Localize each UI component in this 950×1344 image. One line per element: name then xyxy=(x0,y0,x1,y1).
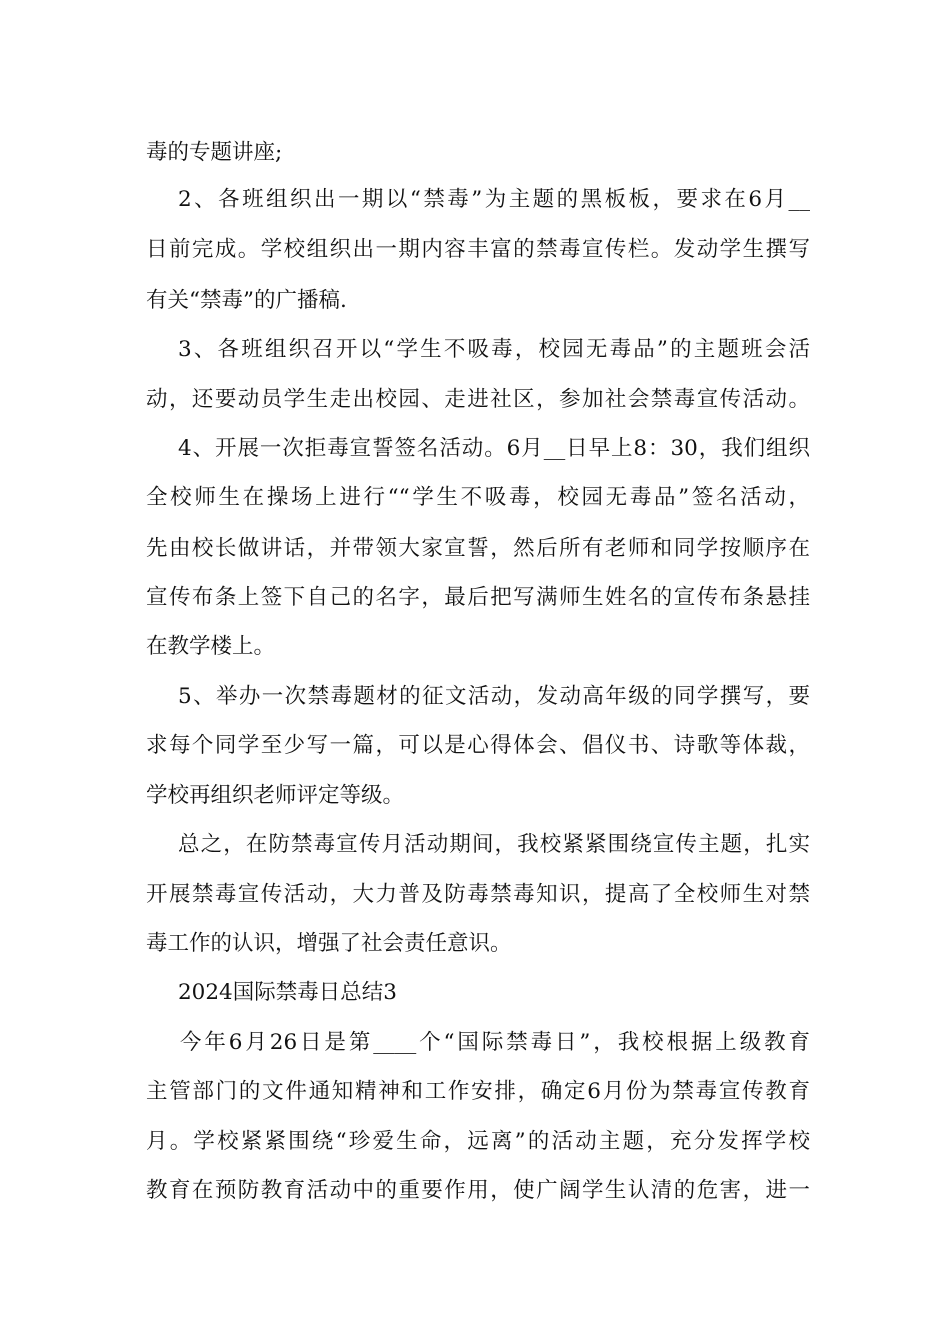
text-line: 学校再组织老师评定等级。 xyxy=(146,783,405,808)
text-line: 月。学校紧紧围绕“珍爱生命，远离”的活动主题，充分发挥学校 xyxy=(146,1129,810,1154)
summary-paragraph-line-1: 总之，在防禁毒宣传月活动期间，我校紧紧围绕宣传主题，扎实 xyxy=(178,832,810,857)
text-line: 在教学楼上。 xyxy=(146,634,276,659)
list-item-5-line-1: 5、举办一次禁毒题材的征文活动，发动高年级的同学撰写，要 xyxy=(178,684,810,709)
text-line: 宣传布条上签下自己的名字，最后把写满师生姓名的宣传布条悬挂 xyxy=(146,585,810,610)
section-heading: 2024国际禁毒日总结3 xyxy=(178,980,397,1005)
text-line: 毒工作的认识，增强了社会责任意识。 xyxy=(146,931,512,956)
list-item-3-line-1: 3、各班组织召开以“学生不吸毒，校园无毒品”的主题班会活 xyxy=(178,337,810,362)
text-line: 教育在预防教育活动中的重要作用，使广阔学生认清的危害，进一 xyxy=(146,1178,810,1203)
text-line: 毒的专题讲座; xyxy=(146,140,283,165)
text-line: 日前完成。学校组织出一期内容丰富的禁毒宣传栏。发动学生撰写 xyxy=(146,237,810,262)
text-line: 先由校长做讲话，并带领大家宣誓，然后所有老师和同学按顺序在 xyxy=(146,536,810,561)
text-line: 求每个同学至少写一篇，可以是心得体会、倡仪书、诗歌等体裁， xyxy=(146,733,810,758)
text-line: 全校师生在操场上进行““学生不吸毒，校园无毒品”签名活动， xyxy=(146,485,810,510)
list-item-2-line-1: 2、各班组织出一期以“禁毒”为主题的黑板板，要求在6月__ xyxy=(178,187,810,212)
text-line: 动，还要动员学生走出校园、走进社区，参加社会禁毒宣传活动。 xyxy=(146,387,810,412)
text-line: 开展禁毒宣传活动，大力普及防毒禁毒知识，提高了全校师生对禁 xyxy=(146,882,810,907)
section-paragraph-line-1: 今年6月26日是第____个“国际禁毒日”，我校根据上级教育 xyxy=(180,1030,810,1055)
text-line: 有关“禁毒”的广播稿. xyxy=(146,288,347,313)
list-item-4-line-1: 4、开展一次拒毒宣誓签名活动。6月__日早上8：30，我们组织 xyxy=(178,436,810,461)
text-line: 主管部门的文件通知精神和工作安排，确定6月份为禁毒宣传教育 xyxy=(146,1079,810,1104)
